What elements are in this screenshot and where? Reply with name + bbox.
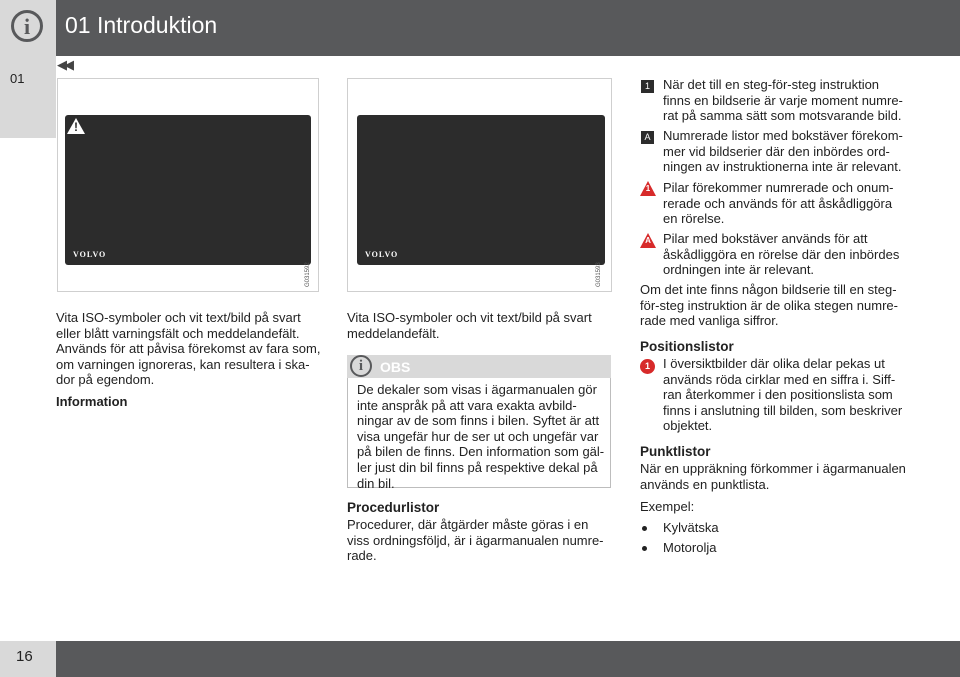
figure-caption: [347, 310, 617, 341]
position-text: [663, 356, 933, 434]
step-number-marker: 1: [641, 80, 654, 93]
section-heading-information: Information: [56, 394, 128, 409]
text-line: rade med vanliga siffror.: [640, 313, 779, 329]
text-line: Om det inte finns någon bildserie till en steg-: [640, 282, 897, 297]
note-line: De dekaler som visas i ägarmanualen gör: [357, 382, 597, 397]
arrow-number-label: 1: [645, 184, 651, 193]
bullet-item: Kylvätska: [663, 520, 719, 535]
arrow-letter-label: A: [645, 236, 651, 245]
text-line: rat på samma sätt som motsvarande bild.: [663, 108, 902, 124]
caption-line: Vita ISO-symboler och vit text/bild på svart: [347, 310, 592, 325]
note-line: din bil.: [357, 475, 395, 491]
paragraph: [640, 282, 940, 329]
text-line: Procedurer, där åtgärder måste göras i en: [347, 517, 589, 532]
list-item: [663, 231, 933, 278]
info-icon: i: [11, 10, 43, 42]
text-line: rade.: [347, 548, 377, 564]
section-heading-punktlistor: Punktlistor: [640, 444, 711, 459]
text-line: finns i anslutning till bilden, som beskriver: [663, 402, 903, 418]
section-heading-positionslistor: Positionslistor: [640, 339, 734, 354]
bullet-dot: [642, 546, 647, 551]
section-heading-procedurlistor: Procedurlistor: [347, 500, 440, 515]
text-line: objektet.: [663, 418, 713, 434]
chapter-tab-label: 01: [10, 71, 25, 86]
volvo-logo: VOLVO: [73, 250, 107, 259]
figure-code: G031593: [596, 262, 602, 287]
text-line: för-steg instruktion är de olika stegen numre-: [640, 297, 898, 313]
decal-panel: [357, 115, 605, 265]
text-line: åskådliggöra en rörelse där den inbördes: [663, 246, 900, 262]
text-line: ordningen inte är relevant.: [663, 262, 815, 278]
bullet-item: Motorolja: [663, 540, 717, 555]
footer-bar: [56, 641, 960, 677]
text-line: Pilar förekommer numrerade och onum-: [663, 180, 894, 195]
warning-exclamation: !: [74, 120, 78, 134]
bullet-dot: [642, 526, 647, 531]
note-line: visa ungefär hur de ser ut och ungefär var: [357, 428, 599, 444]
page-title: 01 Introduktion: [65, 12, 218, 38]
caption-line: Används för att påvisa förekomst av fara som,: [56, 341, 321, 357]
note-text: [357, 382, 609, 491]
caption-line: Vita ISO-symboler och vit text/bild på svart: [56, 310, 301, 325]
text-line: Pilar med bokstäver används för att: [663, 231, 868, 246]
note-label: OBS: [380, 359, 411, 375]
example-label: Exempel:: [640, 499, 695, 514]
info-icon: i: [350, 355, 372, 377]
text-line: I översiktbilder där olika delar pekas ut: [663, 356, 885, 371]
step-letter-marker: A: [641, 131, 654, 144]
note-line: på bilen de finns. Den information som gäl-: [357, 444, 605, 460]
list-item: [663, 180, 933, 227]
figure-caption: [56, 310, 326, 388]
text-line: rerade och används för att åskådliggöra: [663, 195, 893, 211]
note-line: ler just din bil finns på respektive dekal på: [357, 459, 598, 475]
caption-line: om varningen ignoreras, kan resultera i ska-: [56, 356, 310, 372]
text-line: ran återkommer i den positionslista som: [663, 387, 893, 403]
position-marker: 1: [640, 359, 655, 374]
text-line: När en uppräkning förkommer i ägarmanualen: [640, 461, 906, 476]
volvo-logo: VOLVO: [365, 250, 399, 259]
list-item: [663, 77, 933, 124]
back-arrows-icon[interactable]: ◀◀: [57, 57, 71, 72]
text-line: används röda cirklar med en siffra i. Siff-: [663, 371, 896, 387]
punkt-text: [640, 461, 940, 492]
text-line: finns en bildserie är varje moment numre-: [663, 92, 903, 108]
caption-line: eller blått varningsfält och meddelandefält.: [56, 325, 300, 341]
figure-code: G031592: [305, 262, 311, 287]
text-line: mer vid bildserier där den inbördes ord-: [663, 143, 890, 159]
text-line: viss ordningsföljd, är i ägarmanualen numre-: [347, 532, 604, 548]
text-line: Numrerade listor med bokstäver förekom-: [663, 128, 903, 143]
note-line: ningar av de som finns i bilen. Syftet är att: [357, 413, 600, 429]
procedur-text: [347, 517, 617, 564]
caption-line: dor på egendom.: [56, 372, 155, 388]
chapter-tab[interactable]: [0, 56, 56, 138]
text-line: ningen av instruktionerna inte är relevant.: [663, 159, 902, 175]
list-item: [663, 128, 933, 175]
decal-panel: [65, 115, 311, 265]
text-line: När det till en steg-för-steg instruktion: [663, 77, 880, 92]
page-number: 16: [16, 648, 33, 665]
text-line: används en punktlista.: [640, 476, 770, 492]
text-line: en rörelse.: [663, 211, 725, 227]
note-line: inte anspråk på att vara exakta avbild-: [357, 397, 577, 413]
caption-line: meddelandefält.: [347, 325, 440, 341]
